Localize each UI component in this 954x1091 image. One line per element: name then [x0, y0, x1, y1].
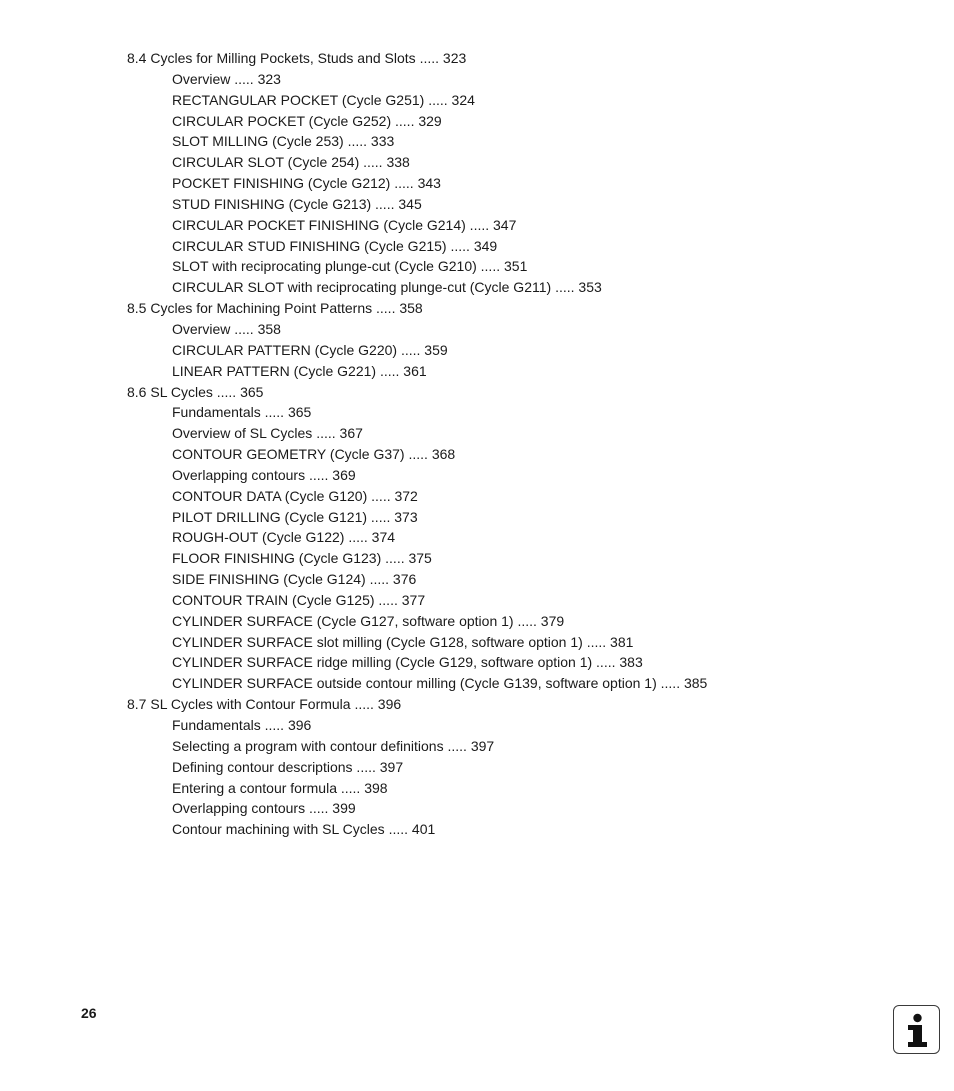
toc-subsection-entry: Overview ..... 323 — [172, 70, 281, 87]
toc-subsection-entry: CIRCULAR PATTERN (Cycle G220) ..... 359 — [172, 341, 448, 358]
toc-subsection-entry: CIRCULAR SLOT with reciprocating plunge-cut (Cycle G211) ..... 353 — [172, 279, 602, 296]
toc-subsection-entry: CIRCULAR POCKET FINISHING (Cycle G214) ..... 347 — [172, 216, 517, 233]
toc-subsection-entry: CONTOUR DATA (Cycle G120) ..... 372 — [172, 487, 418, 504]
toc-subsection-entry: Fundamentals ..... 396 — [172, 717, 312, 733]
toc-subsection-entry: Overview ..... 358 — [172, 320, 281, 337]
toc-section-entry: 8.5 Cycles for Machining Point Patterns ..... 358 — [127, 300, 423, 317]
toc-subsection-entry: ROUGH-OUT (Cycle G122) ..... 374 — [172, 529, 396, 546]
page-number: 26 — [81, 1005, 97, 1021]
toc-subsection-entry: CONTOUR GEOMETRY (Cycle G37) ..... 368 — [172, 446, 456, 463]
toc-subsection-entry: STUD FINISHING (Cycle G213) ..... 345 — [172, 195, 422, 212]
toc-subsection-entry: Contour machining with SL Cycles ..... 401 — [172, 821, 436, 838]
info-glyph — [894, 1006, 939, 1052]
toc-subsection-entry: Overlapping contours ..... 369 — [172, 466, 356, 483]
toc-subsection-entry: SIDE FINISHING (Cycle G124) ..... 376 — [172, 571, 417, 588]
toc-subsection-entry: CYLINDER SURFACE slot milling (Cycle G128, software option 1) ..... 381 — [172, 633, 634, 650]
toc-subsection-entry: RECTANGULAR POCKET (Cycle G251) ..... 324 — [172, 91, 475, 108]
toc-subsection-entry: LINEAR PATTERN (Cycle G221) ..... 361 — [172, 362, 427, 379]
toc-subsection-entry: POCKET FINISHING (Cycle G212) ..... 343 — [172, 175, 441, 192]
toc-subsection-entry: CIRCULAR POCKET (Cycle G252) ..... 329 — [172, 112, 442, 129]
toc-subsection-entry: CYLINDER SURFACE (Cycle G127, software option 1) ..... 379 — [172, 612, 565, 629]
toc-subsection-entry: FLOOR FINISHING (Cycle G123) ..... 375 — [172, 550, 432, 567]
toc-subsection-entry: CONTOUR TRAIN (Cycle G125) ..... 377 — [172, 591, 426, 608]
toc-subsection-entry: CIRCULAR SLOT (Cycle 254) ..... 338 — [172, 154, 410, 171]
toc-subsection-entry: CYLINDER SURFACE ridge milling (Cycle G129, software option 1) ..... 383 — [172, 654, 643, 671]
toc-subsection-entry: SLOT with reciprocating plunge-cut (Cycle G210) ..... 351 — [172, 258, 528, 275]
toc-subsection-entry: CIRCULAR STUD FINISHING (Cycle G215) ..... 349 — [172, 237, 498, 254]
toc-subsection-entry: Overlapping contours ..... 399 — [172, 800, 356, 817]
toc-section-entry: 8.4 Cycles for Milling Pockets, Studs and Slots ..... 323 — [127, 50, 467, 66]
toc-subsection-entry: Entering a contour formula ..... 398 — [172, 779, 388, 796]
toc-subsection-entry: Defining contour descriptions ..... 397 — [172, 758, 404, 775]
toc-subsection-entry: CYLINDER SURFACE outside contour milling (Cycle G139, software option 1) ..... 385 — [172, 675, 708, 692]
toc-subsection-entry: Overview of SL Cycles ..... 367 — [172, 425, 363, 442]
table-of-contents — [0, 48, 954, 840]
toc-subsection-entry: SLOT MILLING (Cycle 253) ..... 333 — [172, 133, 395, 150]
toc-subsection-entry: Fundamentals ..... 365 — [172, 404, 312, 421]
toc-section-entry: 8.7 SL Cycles with Contour Formula ..... 396 — [127, 696, 402, 713]
toc-section-entry: 8.6 SL Cycles ..... 365 — [127, 383, 264, 400]
toc-subsection-entry: Selecting a program with contour definitions ..... 397 — [172, 737, 495, 754]
info-icon — [893, 1005, 940, 1054]
toc-subsection-entry: PILOT DRILLING (Cycle G121) ..... 373 — [172, 508, 418, 525]
